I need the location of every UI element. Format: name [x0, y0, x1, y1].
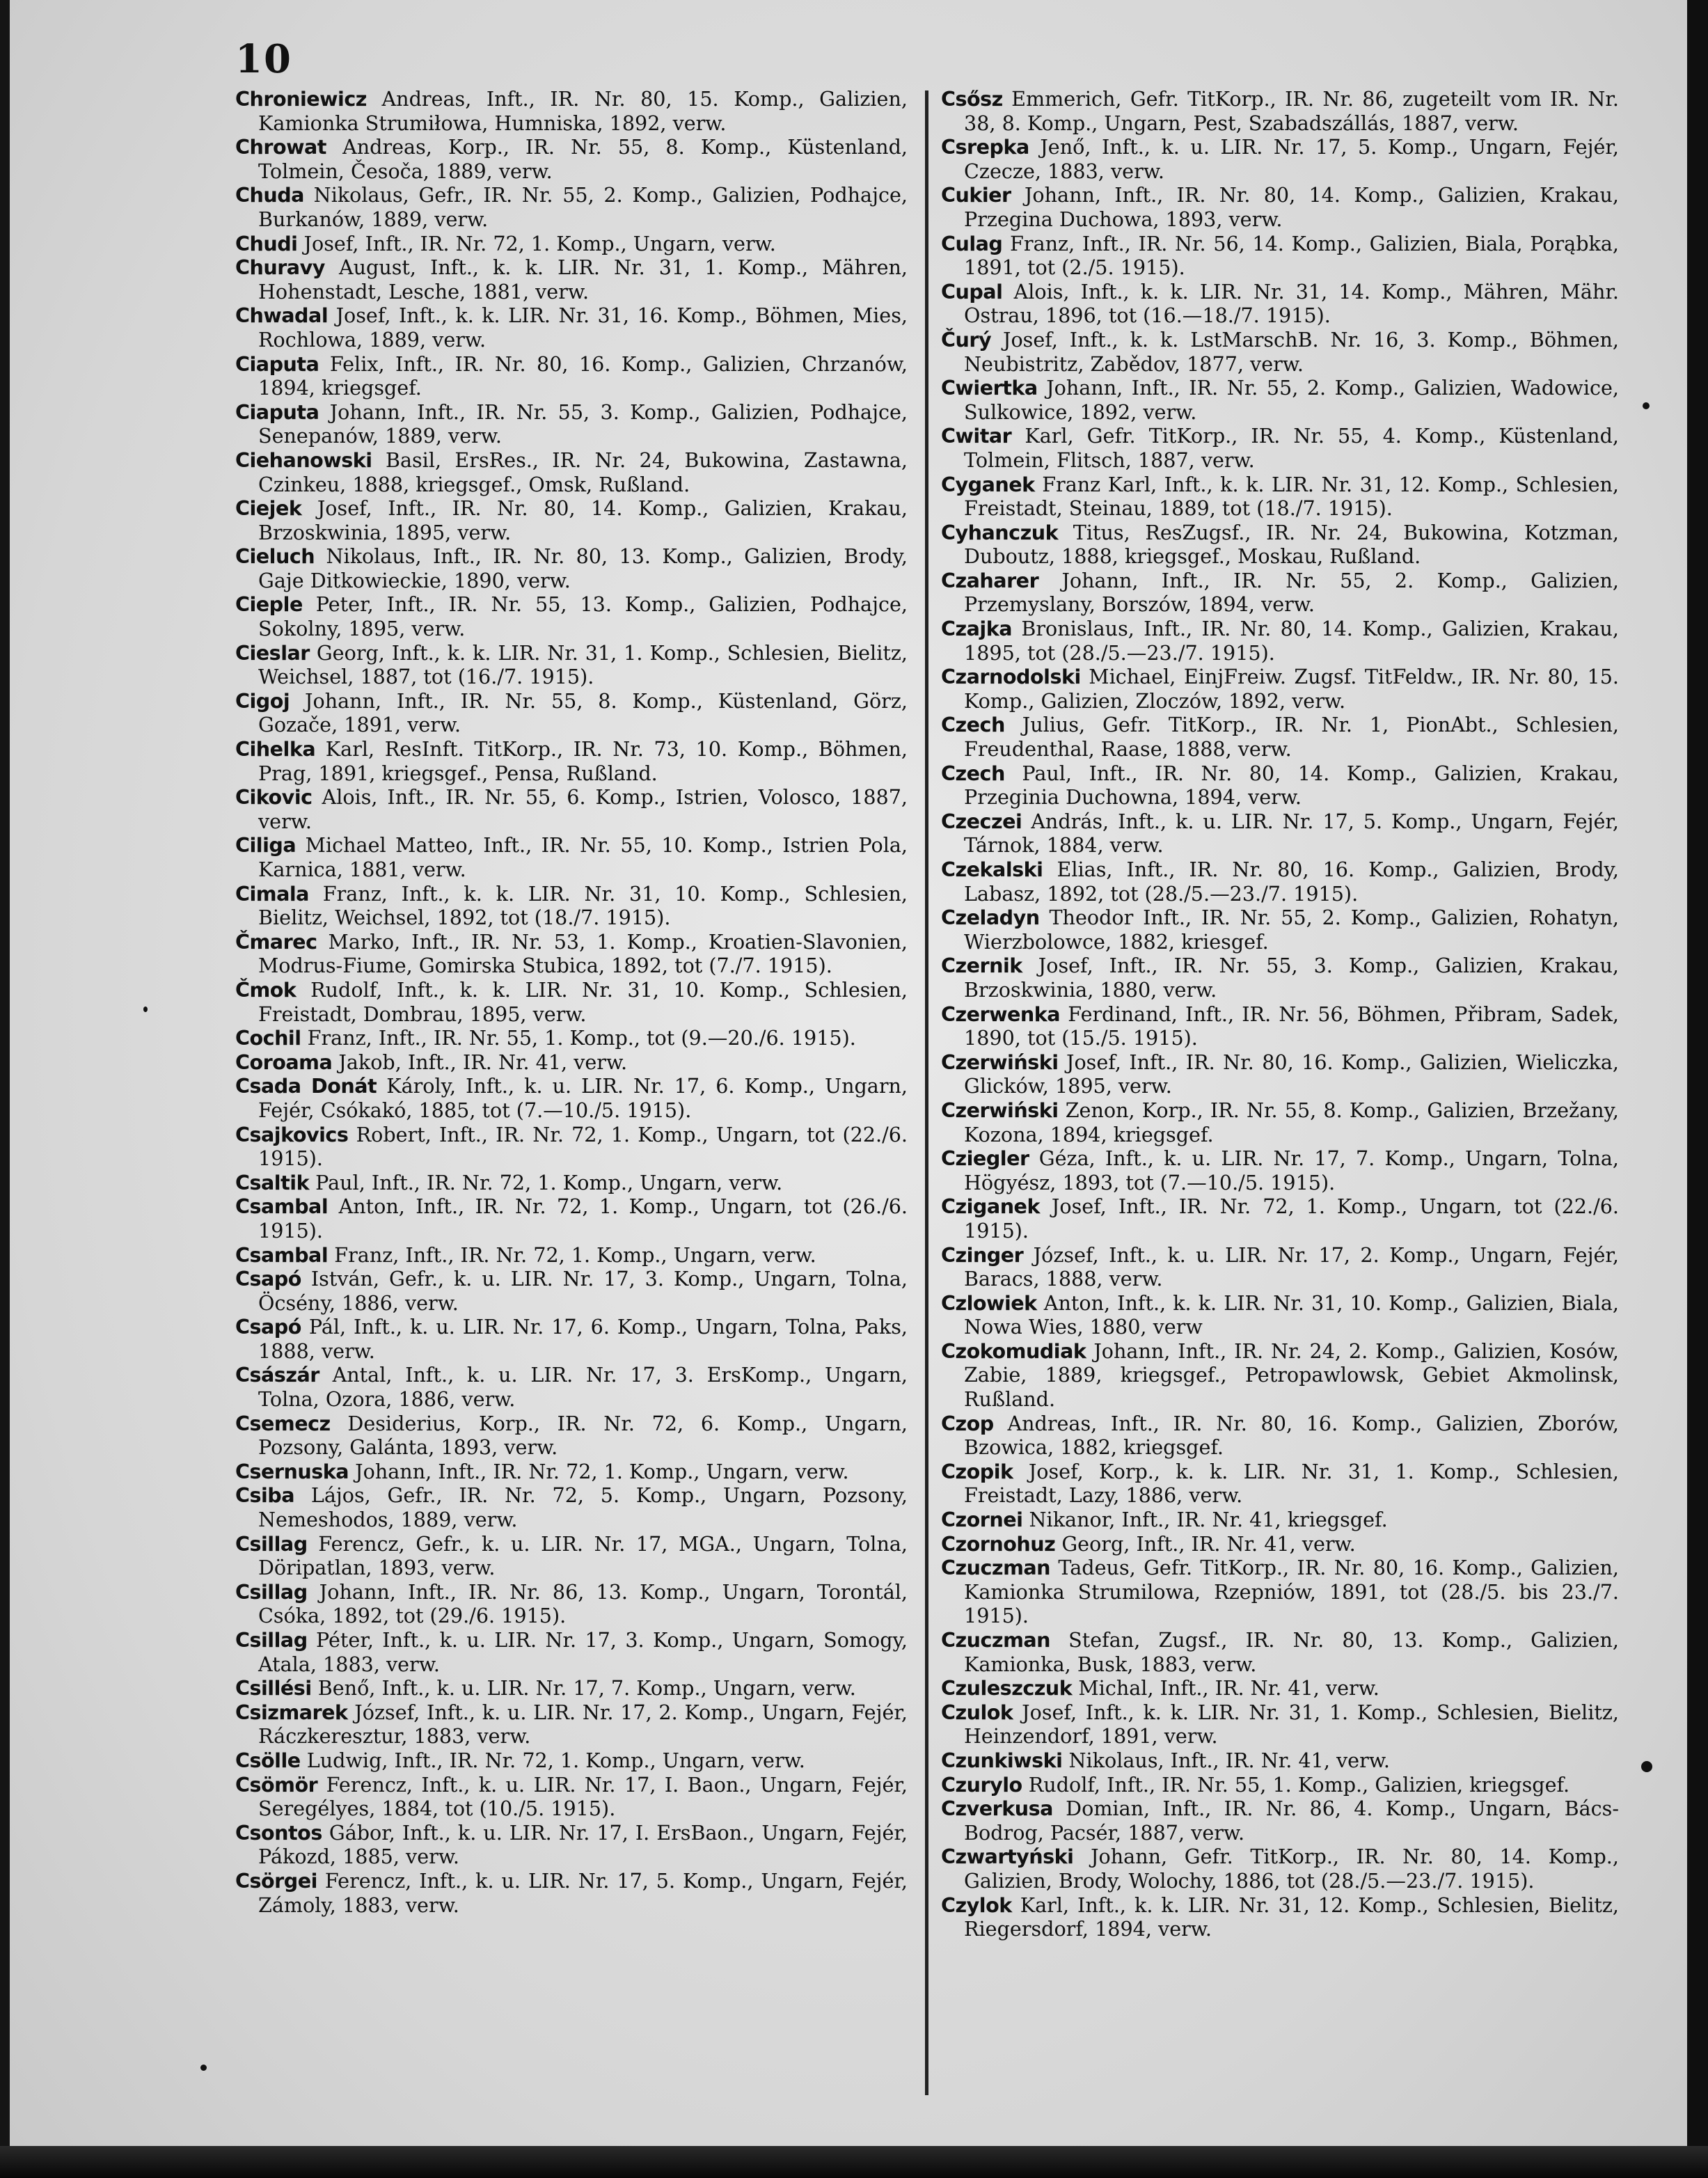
- casualty-entry: [941, 1050, 1619, 1098]
- entry-details: József, Inft., k. u. LIR. Nr. 17, 2. Komp., Ungarn, Fejér, Ráczkeresztur, 1883, verw.: [258, 1700, 908, 1749]
- entry-details: Nikolaus, Inft., IR. Nr. 41, verw.: [1062, 1748, 1390, 1772]
- casualty-entry: [235, 1074, 908, 1122]
- entry-surname: Csernuska: [235, 1459, 349, 1483]
- entry-surname: Csillési: [235, 1676, 312, 1700]
- entry-surname: Cihelka: [235, 737, 316, 761]
- entry-surname: Czornei: [941, 1508, 1023, 1532]
- entry-details: Felix, Inft., IR. Nr. 80, 16. Komp., Galizien, Chrzanów, 1894, kriegsgef.: [258, 352, 908, 400]
- casualty-entry: [235, 785, 908, 833]
- entry-surname: Chwadal: [235, 303, 329, 328]
- entry-surname: Czwartyński: [941, 1845, 1074, 1869]
- casualty-entry: [941, 232, 1619, 280]
- casualty-entry: [235, 183, 908, 231]
- casualty-entry: [941, 1291, 1619, 1339]
- entry-details: Paul, Inft., IR. Nr. 72, 1. Komp., Ungarn, verw.: [309, 1170, 783, 1194]
- entry-surname: Csizmarek: [235, 1700, 348, 1724]
- entry-surname: Czulok: [941, 1700, 1013, 1724]
- entry-details: Tadeus, Gefr. TitKorp., IR. Nr. 80, 16. Komp., Galizien, Kamionka Strumilowa, Rzepniów, 1891, tot (28./5. bis 23./7. 1915).: [964, 1556, 1619, 1628]
- entry-surname: Cziegler: [941, 1146, 1029, 1171]
- casualty-entry: [941, 1749, 1619, 1773]
- casualty-entry: [235, 1483, 908, 1531]
- entry-details: Rudolf, Inft., IR. Nr. 55, 1. Komp., Galizien, kriegsgef.: [1022, 1772, 1570, 1797]
- entry-details: Antal, Inft., k. u. LIR. Nr. 17, 3. ErsKomp., Ungarn, Tolna, Ozora, 1886, verw.: [258, 1363, 908, 1412]
- entry-surname: Chudi: [235, 231, 298, 255]
- casualty-entry: [941, 713, 1619, 761]
- entry-details: Theodor Inft., IR. Nr. 55, 2. Komp., Galizien, Rohatyn, Wierzbolowce, 1882, kriesgef.: [964, 906, 1619, 954]
- casualty-entry: [941, 761, 1619, 810]
- scan-speck: [200, 2065, 207, 2071]
- casualty-entry: [941, 1194, 1619, 1242]
- scan-speck: [1641, 1761, 1652, 1772]
- entry-details: Lájos, Gefr., IR. Nr. 72, 5. Komp., Ungarn, Pozsony, Nemeshodos, 1889, verw.: [258, 1483, 908, 1532]
- entry-details: Georg, Inft., IR. Nr. 41, verw.: [1055, 1531, 1356, 1556]
- entry-details: Josef, Inft., k. k. LIR. Nr. 31, 1. Komp., Schlesien, Bielitz, Heinzendorf, 1891, verw.: [964, 1700, 1619, 1749]
- entry-surname: Czaharer: [941, 568, 1039, 592]
- entry-surname: Csősz: [941, 87, 1003, 111]
- entry-surname: Cochil: [235, 1026, 301, 1050]
- entry-surname: Ciejek: [235, 496, 302, 521]
- casualty-entry: [235, 255, 908, 303]
- entry-surname: Czeladyn: [941, 906, 1040, 930]
- casualty-entry: [941, 87, 1619, 135]
- entry-details: Julius, Gefr. TitKorp., IR. Nr. 1, PionAbt., Schlesien, Freudenthal, Raase, 1888, verw.: [964, 713, 1619, 761]
- entry-details: Franz, Inft., IR. Nr. 55, 1. Komp., tot (9.—20./6. 1915).: [301, 1026, 856, 1050]
- casualty-entry: [941, 328, 1619, 376]
- entry-details: Karl, ResInft. TitKorp., IR. Nr. 73, 10. Komp., Böhmen, Prag, 1891, kriegsgef., Pensa, Rußland.: [258, 737, 908, 785]
- entry-details: Ferencz, Inft., k. u. LIR. Nr. 17, 5. Komp., Ungarn, Fejér, Zámoly, 1883, verw.: [258, 1868, 908, 1917]
- casualty-entry: [235, 496, 908, 544]
- entry-details: Elias, Inft., IR. Nr. 80, 16. Komp., Galizien, Brody, Labasz, 1892, tot (28./5.—23./7. 1915).: [964, 858, 1619, 906]
- casualty-entry: [941, 135, 1619, 183]
- casualty-entry: [941, 473, 1619, 521]
- casualty-entry: [941, 1002, 1619, 1050]
- casualty-entry: [235, 737, 908, 785]
- casualty-entry: [235, 1628, 908, 1676]
- casualty-entry: [941, 858, 1619, 906]
- casualty-entry: [941, 1773, 1619, 1797]
- entry-surname: Czuczman: [941, 1556, 1051, 1580]
- entry-details: Robert, Inft., IR. Nr. 72, 1. Komp., Ungarn, tot (22./6. 1915).: [258, 1122, 908, 1171]
- scan-edge-bottom: [0, 2146, 1708, 2178]
- entry-surname: Csillag: [235, 1579, 308, 1604]
- entry-surname: Czerwenka: [941, 1002, 1061, 1026]
- entry-surname: Czinger: [941, 1242, 1024, 1267]
- casualty-entry: [941, 183, 1619, 231]
- casualty-entry: [941, 1676, 1619, 1700]
- entry-details: Karl, Inft., k. k. LIR. Nr. 31, 12. Komp., Schlesien, Bielitz, Riegersdorf, 1894, verw.: [964, 1893, 1619, 1941]
- entry-surname: Cyganek: [941, 472, 1035, 496]
- casualty-entry: [941, 1700, 1619, 1749]
- casualty-entry: [941, 1098, 1619, 1146]
- entry-surname: Czurylo: [941, 1772, 1022, 1797]
- casualty-entry: [941, 1556, 1619, 1628]
- entry-surname: Czernik: [941, 954, 1022, 978]
- casualty-entry: [941, 1508, 1619, 1532]
- entry-surname: Czornohuz: [941, 1531, 1056, 1556]
- entry-details: Johann, Gefr. TitKorp., IR. Nr. 80, 14. Komp., Galizien, Brody, Wolochy, 1886, tot (28./5.—23./7. 1915).: [964, 1845, 1619, 1893]
- entry-surname: Czeczei: [941, 809, 1022, 833]
- entry-details: Domian, Inft., IR. Nr. 86, 4. Komp., Ungarn, Bács-Bodrog, Pacsér, 1887, verw.: [964, 1797, 1619, 1845]
- scan-edge-left: [0, 0, 10, 2178]
- entry-details: Franz, Inft., IR. Nr. 56, 14. Komp., Galizien, Biala, Porąbka, 1891, tot (2./5. 1915).: [964, 231, 1619, 280]
- entry-details: József, Inft., k. u. LIR. Nr. 17, 2. Komp., Ungarn, Fejér, Baracs, 1888, verw.: [964, 1242, 1619, 1291]
- casualty-entry: [235, 1773, 908, 1821]
- entry-details: Georg, Inft., k. k. LIR. Nr. 31, 1. Komp., Schlesien, Bielitz, Weichsel, 1887, tot (16./7. 1915).: [258, 640, 908, 689]
- entry-details: Nikanor, Inft., IR. Nr. 41, kriegsgef.: [1022, 1508, 1388, 1532]
- entry-surname: Czopik: [941, 1459, 1013, 1483]
- casualty-entry: [235, 641, 908, 689]
- entry-details: Johann, Inft., IR. Nr. 80, 14. Komp., Galizien, Krakau, Przegina Duchowa, 1893, verw.: [964, 183, 1619, 231]
- entry-details: Nikolaus, Gefr., IR. Nr. 55, 2. Komp., Galizien, Podhajce, Burkanów, 1889, verw.: [258, 183, 908, 231]
- entry-surname: Czech: [941, 761, 1005, 785]
- entry-details: Andreas, Inft., IR. Nr. 80, 15. Komp., Galizien, Kamionka Strumiłowa, Humniska, 1892, verw.: [258, 87, 908, 135]
- entry-surname: Cwiertka: [941, 376, 1038, 400]
- entry-surname: Ciliga: [235, 833, 296, 858]
- casualty-entry: [235, 1026, 908, 1050]
- casualty-entry: [235, 1267, 908, 1315]
- casualty-entry: [235, 135, 908, 183]
- entry-surname: Coroama: [235, 1050, 333, 1074]
- casualty-entry: [235, 1869, 908, 1917]
- entry-details: Gábor, Inft., k. u. LIR. Nr. 17, I. ErsBaon., Ungarn, Fejér, Pákozd, 1885, verw.: [258, 1820, 908, 1869]
- casualty-entry: [235, 303, 908, 352]
- entry-surname: Chroniewicz: [235, 87, 367, 111]
- casualty-entry: [235, 1700, 908, 1749]
- entry-surname: Czverkusa: [941, 1797, 1053, 1821]
- entry-details: Johann, Inft., IR. Nr. 55, 3. Komp., Galizien, Podhajce, Senepanów, 1889, verw.: [258, 400, 908, 448]
- entry-details: Paul, Inft., IR. Nr. 80, 14. Komp., Galizien, Krakau, Przeginia Duchowna, 1894, verw.: [964, 761, 1619, 810]
- entry-surname: Ciehanowski: [235, 448, 372, 472]
- casualty-entry: [235, 1580, 908, 1628]
- entry-surname: Csillag: [235, 1628, 308, 1652]
- entry-details: Josef, Inft., k. k. LIR. Nr. 31, 16. Komp., Böhmen, Mies, Rochlowa, 1889, verw.: [258, 303, 908, 352]
- entry-details: Franz Karl, Inft., k. k. LIR. Nr. 31, 12. Komp., Schlesien, Freistadt, Steinau, 1889, tot (18./7. 1915).: [964, 472, 1619, 521]
- entry-details: Ferencz, Gefr., k. u. LIR. Nr. 17, MGA., Ungarn, Tolna, Döripatlan, 1893, verw.: [258, 1531, 908, 1580]
- casualty-entry: [941, 569, 1619, 617]
- entry-surname: Czekalski: [941, 858, 1043, 881]
- entry-details: Basil, ErsRes., IR. Nr. 24, Bukowina, Zastawna, Czinkeu, 1888, kriegsgef., Omsk, Rußland.: [258, 448, 908, 496]
- entry-details: Jakob, Inft., IR. Nr. 41, verw.: [332, 1050, 628, 1074]
- casualty-entry: [235, 1194, 908, 1242]
- entry-surname: Czop: [941, 1411, 994, 1435]
- entry-details: Michael Matteo, Inft., IR. Nr. 55, 10. Komp., Istrien Pola, Karnica, 1881, verw.: [258, 833, 908, 881]
- casualty-entry: [941, 1797, 1619, 1845]
- entry-surname: Čmok: [235, 977, 296, 1002]
- entry-surname: Czerwiński: [941, 1050, 1059, 1074]
- casualty-entry: [941, 1146, 1619, 1194]
- entry-details: Josef, Inft., IR. Nr. 72, 1. Komp., Ungarn, tot (22./6. 1915).: [964, 1194, 1619, 1242]
- entry-surname: Czech: [941, 713, 1005, 737]
- entry-surname: Czuczman: [941, 1628, 1051, 1652]
- entry-details: Ludwig, Inft., IR. Nr. 72, 1. Komp., Ungarn, verw.: [300, 1748, 805, 1772]
- entry-surname: Csontos: [235, 1820, 322, 1845]
- entry-details: Josef, Korp., k. k. LIR. Nr. 31, 1. Komp., Schlesien, Freistadt, Lazy, 1886, verw.: [964, 1459, 1619, 1508]
- scan-speck: [1643, 402, 1650, 409]
- entry-surname: Csambal: [235, 1194, 329, 1219]
- casualty-entry: [235, 1532, 908, 1580]
- entry-details: Josef, Inft., IR. Nr. 80, 14. Komp., Galizien, Krakau, Brzoskwinia, 1895, verw.: [258, 496, 908, 544]
- entry-surname: Czuleszczuk: [941, 1676, 1073, 1700]
- entry-surname: Csörgei: [235, 1868, 317, 1893]
- entry-details: Titus, ResZugsf., IR. Nr. 24, Bukowina, Kotzman, Duboutz, 1888, kriegsgef., Moskau, Rußland.: [964, 520, 1619, 569]
- entry-details: Karl, Gefr. TitKorp., IR. Nr. 55, 4. Komp., Küstenland, Tolmein, Flitsch, 1887, verw.: [964, 424, 1619, 472]
- entry-surname: Cwitar: [941, 424, 1012, 448]
- entry-details: Alois, Inft., IR. Nr. 55, 6. Komp., Istrien, Volosco, 1887, verw.: [258, 785, 908, 833]
- entry-details: Desiderius, Korp., IR. Nr. 72, 6. Komp., Ungarn, Pozsony, Galánta, 1893, verw.: [258, 1411, 908, 1460]
- entry-details: Géza, Inft., k. u. LIR. Nr. 17, 7. Komp., Ungarn, Tolna, Högyész, 1893, tot (7.—10./5. 1915).: [964, 1146, 1619, 1194]
- entry-details: Johann, Inft., IR. Nr. 55, 8. Komp., Küstenland, Görz, Gozače, 1891, verw.: [258, 688, 908, 737]
- entry-surname: Csömör: [235, 1772, 318, 1797]
- casualty-entry: [235, 87, 908, 135]
- casualty-entry: [235, 1412, 908, 1460]
- casualty-entry: [941, 424, 1619, 472]
- entry-details: August, Inft., k. k. LIR. Nr. 31, 1. Komp., Mähren, Hohenstadt, Lesche, 1881, verw.: [258, 255, 908, 303]
- casualty-entry: [235, 689, 908, 737]
- casualty-entry: [235, 400, 908, 448]
- entry-details: Franz, Inft., IR. Nr. 72, 1. Komp., Ungarn, verw.: [328, 1242, 816, 1267]
- entry-surname: Chrowat: [235, 135, 326, 159]
- entry-details: Péter, Inft., k. u. LIR. Nr. 17, 3. Komp., Ungarn, Somogy, Atala, 1883, verw.: [258, 1628, 908, 1676]
- casualty-entry: [235, 232, 908, 256]
- entry-details: Josef, Inft., k. k. LstMarschB. Nr. 16, 3. Komp., Böhmen, Neubistritz, Zabědov, 1877, verw.: [964, 327, 1619, 376]
- entry-surname: Csölle: [235, 1748, 301, 1772]
- entry-details: István, Gefr., k. u. LIR. Nr. 17, 3. Komp., Ungarn, Tolna, Öcsény, 1886, verw.: [258, 1267, 908, 1315]
- casualty-entry: [941, 280, 1619, 328]
- entry-surname: Cikovic: [235, 785, 313, 810]
- casualty-entry: [235, 833, 908, 881]
- casualty-entry: [235, 352, 908, 400]
- casualty-entry: [235, 1123, 908, 1171]
- entry-details: Károly, Inft., k. u. LIR. Nr. 17, 6. Komp., Ungarn, Fejér, Csókakó, 1885, tot (7.—10./5. 1915).: [258, 1074, 908, 1122]
- entry-surname: Csiba: [235, 1483, 295, 1508]
- casualty-entry: [235, 930, 908, 978]
- casualty-entry: [941, 1628, 1619, 1676]
- right-column: [941, 87, 1619, 1941]
- entry-surname: Cupal: [941, 279, 1003, 303]
- casualty-entry: [235, 1821, 908, 1869]
- entry-surname: Czokomudiak: [941, 1339, 1086, 1363]
- entry-surname: Cieslar: [235, 640, 310, 665]
- casualty-entry: [941, 521, 1619, 569]
- entry-details: Bronislaus, Inft., IR. Nr. 80, 14. Komp., Galizien, Krakau, 1895, tot (28./5.—23./7. 1915).: [964, 617, 1619, 665]
- entry-surname: Ciaputa: [235, 352, 319, 376]
- casualty-entry: [235, 1676, 908, 1700]
- entry-surname: Čmarec: [235, 929, 317, 954]
- entry-details: Ferdinand, Inft., IR. Nr. 56, Böhmen, Přibram, Sadek, 1890, tot (15./5. 1915).: [964, 1002, 1619, 1050]
- casualty-entry: [941, 1845, 1619, 1893]
- entry-surname: Cimala: [235, 881, 309, 906]
- entry-surname: Churavy: [235, 255, 325, 280]
- entry-surname: Csada Donát: [235, 1074, 377, 1098]
- entry-details: Benő, Inft., k. u. LIR. Nr. 17, 7. Komp., Ungarn, verw.: [311, 1676, 856, 1700]
- casualty-entry: [941, 1339, 1619, 1412]
- casualty-entry: [235, 978, 908, 1026]
- entry-details: Jenő, Inft., k. u. LIR. Nr. 17, 5. Komp., Ungarn, Fejér, Czecze, 1883, verw.: [964, 135, 1619, 183]
- entry-details: Andreas, Korp., IR. Nr. 55, 8. Komp., Küstenland, Tolmein, Česoča, 1889, verw.: [258, 135, 908, 183]
- entry-surname: Cziganek: [941, 1194, 1040, 1219]
- entry-details: Johann, Inft., IR. Nr. 55, 2. Komp., Galizien, Przemyslany, Borszów, 1894, verw.: [964, 568, 1619, 617]
- left-column: [235, 87, 908, 1917]
- entry-surname: Cigoj: [235, 688, 290, 713]
- casualty-entry: [235, 1315, 908, 1363]
- entry-details: Pál, Inft., k. u. LIR. Nr. 17, 6. Komp., Ungarn, Tolna, Paks, 1888, verw.: [258, 1315, 908, 1363]
- casualty-entry: [941, 617, 1619, 665]
- entry-surname: Csapó: [235, 1315, 301, 1339]
- entry-surname: Csambal: [235, 1242, 329, 1267]
- entry-surname: Csemecz: [235, 1411, 331, 1435]
- entry-details: Johann, Inft., IR. Nr. 55, 2. Komp., Galizien, Wadowice, Sulkowice, 1892, verw.: [964, 376, 1619, 424]
- entry-surname: Czunkiwski: [941, 1748, 1063, 1772]
- entry-details: Josef, Inft., IR. Nr. 80, 16. Komp., Galizien, Wieliczka, Glicków, 1895, verw.: [964, 1050, 1619, 1098]
- entry-details: András, Inft., k. u. LIR. Nr. 17, 5. Komp., Ungarn, Fejér, Tárnok, 1884, verw.: [964, 809, 1619, 858]
- entry-surname: Czylok: [941, 1893, 1012, 1917]
- entry-surname: Czerwiński: [941, 1098, 1059, 1122]
- entry-surname: Czlowiek: [941, 1291, 1037, 1315]
- entry-details: Josef, Inft., IR. Nr. 55, 3. Komp., Galizien, Krakau, Brzoskwinia, 1880, verw.: [964, 954, 1619, 1002]
- page-number: 10: [235, 36, 292, 82]
- column-divider: [925, 90, 928, 2095]
- entry-surname: Csapó: [235, 1267, 301, 1291]
- casualty-entry: [235, 1363, 908, 1411]
- entry-details: Stefan, Zugsf., IR. Nr. 80, 13. Komp., Galizien, Kamionka, Busk, 1883, verw.: [964, 1628, 1619, 1676]
- casualty-entry: [235, 1460, 908, 1484]
- entry-surname: Čurý: [941, 327, 992, 352]
- entry-surname: Czarnodolski: [941, 665, 1081, 689]
- casualty-entry: [941, 1460, 1619, 1508]
- scan-speck: [143, 1007, 148, 1012]
- entry-details: Michal, Inft., IR. Nr. 41, verw.: [1072, 1676, 1379, 1700]
- casualty-entry: [941, 1893, 1619, 1941]
- entry-details: Anton, Inft., IR. Nr. 72, 1. Komp., Ungarn, tot (26./6. 1915).: [258, 1194, 908, 1242]
- entry-details: Johann, Inft., IR. Nr. 86, 13. Komp., Ungarn, Torontál, Csóka, 1892, tot (29./6. 1915).: [258, 1579, 908, 1628]
- scan-edge-right: [1687, 0, 1708, 2178]
- entry-surname: Chuda: [235, 183, 304, 207]
- entry-details: Ferencz, Inft., k. u. LIR. Nr. 17, I. Baon., Ungarn, Fejér, Seregélyes, 1884, tot (10./5. 1915).: [258, 1772, 908, 1821]
- entry-surname: Csaltik: [235, 1170, 310, 1194]
- casualty-entry: [235, 1243, 908, 1268]
- entry-details: Franz, Inft., k. k. LIR. Nr. 31, 10. Komp., Schlesien, Bielitz, Weichsel, 1892, tot (18./7. 1915).: [258, 881, 908, 930]
- entry-details: Michael, EinjFreiw. Zugsf. TitFeldw., IR. Nr. 80, 15. Komp., Galizien, Zloczów, 1892, verw.: [964, 665, 1619, 713]
- casualty-entry: [941, 1243, 1619, 1291]
- entry-surname: Cieple: [235, 592, 303, 617]
- entry-details: Peter, Inft., IR. Nr. 55, 13. Komp., Galizien, Podhajce, Sokolny, 1895, verw.: [258, 592, 908, 641]
- entry-details: Nikolaus, Inft., IR. Nr. 80, 13. Komp., Galizien, Brody, Gaje Ditkowieckie, 1890, verw.: [258, 544, 908, 592]
- entry-details: Johann, Inft., IR. Nr. 24, 2. Komp., Galizien, Kosów, Zabie, 1889, kriegsgef., Petropawlowsk, Gebiet Akmolinsk, Rußland.: [964, 1339, 1619, 1412]
- casualty-entry: [941, 665, 1619, 713]
- casualty-entry: [235, 1749, 908, 1773]
- entry-details: Josef, Inft., IR. Nr. 72, 1. Komp., Ungarn, verw.: [297, 231, 776, 255]
- entry-details: Rudolf, Inft., k. k. LIR. Nr. 31, 10. Komp., Schlesien, Freistadt, Dombrau, 1895, verw.: [258, 977, 908, 1026]
- casualty-entry: [235, 448, 908, 496]
- casualty-entry: [235, 544, 908, 592]
- entry-surname: Csrepka: [941, 135, 1029, 159]
- casualty-entry: [235, 1171, 908, 1195]
- casualty-entry: [235, 1050, 908, 1075]
- entry-details: Anton, Inft., k. k. LIR. Nr. 31, 10. Komp., Galizien, Biala, Nowa Wies, 1880, verw: [964, 1291, 1619, 1339]
- casualty-entry: [941, 1532, 1619, 1556]
- entry-details: Emmerich, Gefr. TitKorp., IR. Nr. 86, zugeteilt vom IR. Nr. 38, 8. Komp., Ungarn, Pest, Szabadszállás, 1887, verw.: [964, 87, 1619, 135]
- entry-details: Marko, Inft., IR. Nr. 53, 1. Komp., Kroatien-Slavonien, Modrus-Fiume, Gomirska Stubica, 1892, tot (7./7. 1915).: [258, 929, 908, 978]
- casualty-entry: [941, 1412, 1619, 1460]
- entry-details: Andreas, Inft., IR. Nr. 80, 16. Komp., Galizien, Zborów, Bzowica, 1882, kriegsgef.: [964, 1411, 1619, 1460]
- entry-details: Johann, Inft., IR. Nr. 72, 1. Komp., Ungarn, verw.: [349, 1459, 849, 1483]
- casualty-entry: [941, 906, 1619, 954]
- entry-surname: Császár: [235, 1363, 319, 1387]
- casualty-entry: [235, 882, 908, 930]
- entry-surname: Cieluch: [235, 544, 315, 569]
- entry-details: Zenon, Korp., IR. Nr. 55, 8. Komp., Galizien, Brzežany, Kozona, 1894, kriegsgef.: [964, 1098, 1619, 1146]
- entry-details: Alois, Inft., k. k. LIR. Nr. 31, 14. Komp., Mähren, Mähr. Ostrau, 1896, tot (16.—18./7. 1915).: [964, 279, 1619, 328]
- entry-surname: Culag: [941, 231, 1003, 255]
- casualty-entry: [941, 376, 1619, 424]
- entry-surname: Czajka: [941, 617, 1013, 641]
- casualty-entry: [941, 810, 1619, 858]
- casualty-entry: [941, 954, 1619, 1002]
- entry-surname: Cyhanczuk: [941, 520, 1059, 544]
- entry-surname: Ciaputa: [235, 400, 319, 424]
- entry-surname: Csajkovics: [235, 1122, 349, 1146]
- entry-surname: Cukier: [941, 183, 1011, 207]
- casualty-entry: [235, 592, 908, 640]
- entry-surname: Csillag: [235, 1531, 308, 1556]
